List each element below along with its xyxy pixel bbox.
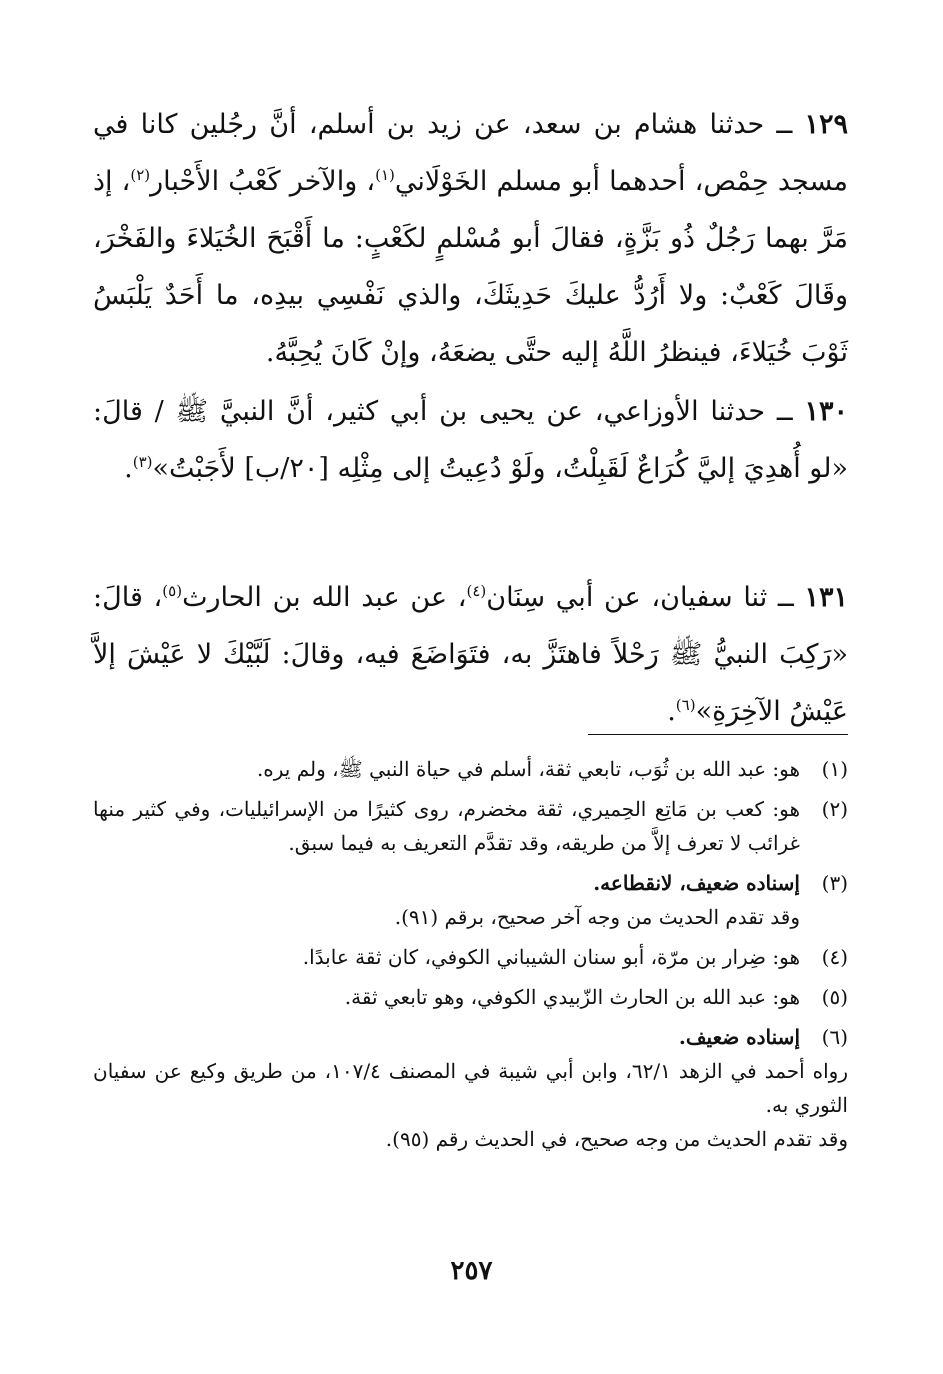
footnote-6 xyxy=(93,1020,848,1156)
footnote-ref[interactable]: (٦) xyxy=(675,696,696,714)
page-number: ٢٥٧ xyxy=(450,1256,493,1286)
footnote-text: وقد تقدم الحديث من وجه آخر صحيح، برقم (٩١). xyxy=(394,905,800,929)
hadith-text: . xyxy=(667,696,676,727)
footnote-text: هو: عبد الله بن الحارث الزّبيدي الكوفي، وهو تابعي ثقة. xyxy=(344,985,800,1009)
hadith-text: ــ حدثنا الأوزاعي، عن يحيى بن أبي كثير، أنَّ النبيَّ ﷺ / قالَ: «لو أُهدِيَ إليَّ كُرَاعٌ لَقَبِلْتُ، ولَوْ دُعِيتُ إلى مِثْلِه [٢٠/ب] لأَجَبْتُ» xyxy=(93,396,848,484)
hadith-text: ، عن عبد الله بن الحارث xyxy=(182,582,467,613)
footnote-text: هو: عبد الله بن ثُوَب، تابعي ثقة، أسلم في حياة النبي ﷺ، ولم يره. xyxy=(256,757,800,781)
hadith-text: ، قالَ: «رَكِبَ النبيُّ ﷺ رَحْلاً فاهتَزَّ به، فتَوَاضَعَ فيه، وقالَ: لَبَّيْكَ لا عَيْشَ إلاَّ عَيْشُ الآخِرَةِ» xyxy=(93,582,848,727)
hadith-text: ــ ثنا سفيان، عن أبي سِنَان xyxy=(486,582,805,613)
hadith-130 xyxy=(93,383,848,497)
footnote-verdict: إسناده ضعيف، لانقطاعه. xyxy=(593,871,800,895)
hadith-text: ، إذ مَرَّ بهما رَجُلٌ ذُو بَزَّةٍ، فقالَ أبو مُسْلمٍ لكَعْبٍ: ما أَقْبَحَ الخُيَلاءَ والفَخْرَ، وقَالَ كَعْبٌ: ولا أَرُدُّ عليكَ حَدِيثَكَ، والذي نَفْسِي بيدِه، ما أَحَدٌ يَلْبَسُ ثَوْبَ خُيَلاءَ، فينظرُ اللَّهُ إليه حتَّى يضعَهُ، وإنْ كَانَ يُحِبَّهُ. xyxy=(93,166,848,368)
footnote-5 xyxy=(93,980,848,1014)
footnote-number: (١) xyxy=(821,757,848,781)
hadith-text: . xyxy=(124,453,133,484)
footnote-number: (٣) xyxy=(821,871,848,895)
footnote-number: (٦) xyxy=(821,1025,848,1049)
footnote-3 xyxy=(93,866,848,934)
hadith-text: ــ حدثنا هشام بن سعد، عن زيد بن أسلم، أنَّ رجُلين كانا في مسجد حِمْص، أحدهما أبو مسلم الخَوْلَاني xyxy=(93,109,848,197)
hadith-text: ، والآخر كَعْبُ الأَحْبار xyxy=(150,166,376,197)
hadith-131 xyxy=(93,569,848,740)
footnote-2 xyxy=(93,792,848,860)
footnote-1 xyxy=(93,752,848,786)
footnote-text: هو: ضِرار بن مرّة، أبو سنان الشيباني الكوفي، كان ثقة عابدًا. xyxy=(302,945,800,969)
hadith-number: ١٣٠ xyxy=(804,396,848,427)
footnotes-section xyxy=(93,752,848,1162)
hadith-129 xyxy=(93,96,848,381)
footnote-ref[interactable]: (٣) xyxy=(132,453,153,471)
footnote-text: رواه أحمد في الزهد ٦٢/١، وابن أبي شيبة في المصنف ١٠٧/٤، من طريق وكيع عن سفيان الثوري به. xyxy=(93,1059,848,1117)
footnote-divider xyxy=(588,734,848,735)
footnote-ref[interactable]: (١) xyxy=(375,166,395,184)
footnote-text: هو: كعب بن مَاتِع الحِميري، ثقة مخضرم، روى كثيرًا من الإسرائيليات، وفي كثير منها غرائب لا تعرف إلاَّ من طريقه، وقد تقدَّم التعريف به فيما سبق. xyxy=(93,797,800,855)
footnote-body xyxy=(93,866,800,934)
hadith-number: ١٣١ xyxy=(804,582,848,613)
footnote-ref[interactable]: (٢) xyxy=(130,166,151,184)
footnote-verdict: إسناده ضعيف. xyxy=(678,1025,800,1049)
footnote-ref[interactable]: (٥) xyxy=(162,582,183,600)
footnote-body xyxy=(93,1020,848,1156)
footnote-number: (٢) xyxy=(821,797,848,821)
footnote-number: (٤) xyxy=(821,945,848,969)
footnote-4 xyxy=(93,940,848,974)
footnote-ref[interactable]: (٤) xyxy=(466,582,487,600)
footnote-number: (٥) xyxy=(821,985,848,1009)
hadith-number: ١٢٩ xyxy=(804,109,848,140)
footnote-text: وقد تقدم الحديث من وجه صحيح، في الحديث رقم (٩٥). xyxy=(385,1127,848,1151)
